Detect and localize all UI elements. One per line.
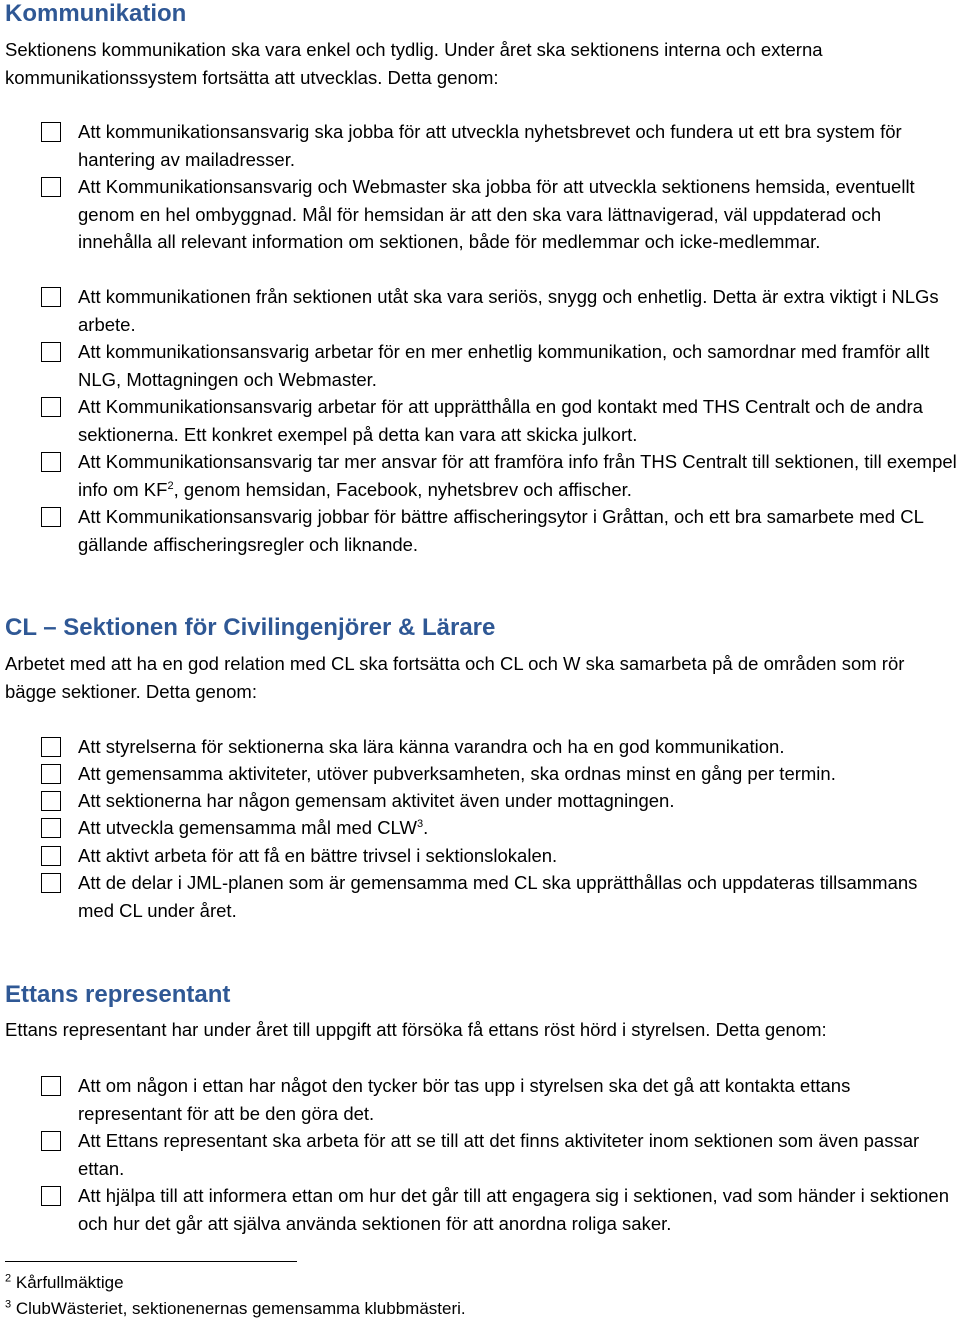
intro-ettan: Ettans representant har under året till uppgift att försöka få ettans röst hörd i styrelsen. Detta genom: <box>5 1019 827 1040</box>
checkbox[interactable] <box>41 1186 61 1206</box>
checkbox[interactable] <box>41 846 61 866</box>
list-item: Att sektionerna har någon gemensam aktivitet även under mottagningen. <box>78 787 958 815</box>
footnote: $^2$ Kårfullmäktige <box>5 1272 124 1292</box>
heading-ettan: Ettans representant <box>5 981 231 1008</box>
list-item: Att Ettans representant ska arbeta för att se till att det finns aktiviteter inom sektionen som även passar ettan. <box>78 1127 958 1182</box>
intro-cl: Arbetet med att ha en god relation med CL ska fortsätta och CL och W ska samarbeta på de områden som rör bägge sektioner. Detta genom: <box>5 653 905 702</box>
checkbox[interactable] <box>41 122 61 142</box>
list-item: Att hjälpa till att informera ettan om hur det går till att engagera sig i sektionen, vad som händer i sektionen och hur det går att själva använda sektionen för att anordna roliga saker. <box>78 1182 958 1237</box>
checkbox[interactable] <box>41 507 61 527</box>
list-item: Att om någon i ettan har något den tycker bör tas upp i styrelsen ska det gå att kontakta ettans representant för att be den göra det. <box>78 1072 958 1127</box>
footnote-ref: 2 <box>167 479 174 492</box>
checkbox[interactable] <box>41 1076 61 1096</box>
checkbox[interactable] <box>41 342 61 362</box>
checkbox[interactable] <box>41 287 61 307</box>
list-item: Att gemensamma aktiviteter, utöver pubverksamheten, ska ordnas minst en gång per termin. <box>78 760 958 788</box>
heading-kommunikation: Kommunikation <box>5 0 187 27</box>
list-item: Att kommunikationsansvarig arbetar för en mer enhetlig kommunikation, och samordnar med framför allt NLG, Mottagningen och Webmaster. <box>78 338 958 393</box>
list-item: Att Kommunikationsansvarig arbetar för att upprätthålla en god kontakt med THS Centralt och de andra sektionerna. Ett konkret exempel på detta kan vara att skicka julkort. <box>78 393 958 448</box>
list-item: Att utveckla gemensamma mål med CLW$^3$. <box>78 814 958 842</box>
intro-kommunikation: Sektionens kommunikation ska vara enkel och tydlig. Under året ska sektionens interna och externa kommunikationssystem fortsätta att utvecklas. Detta genom: <box>5 39 823 88</box>
checkbox[interactable] <box>41 452 61 472</box>
checkbox[interactable] <box>41 737 61 757</box>
list-item: Att Kommunikationsansvarig och Webmaster ska jobba för att utveckla sektionens hemsida, eventuellt genom en hel ombyggnad. Mål för hemsidan är att den ska vara lättnavigerad, väl uppdaterad och innehålla all relevant information om sektionen, både för medlemmar och icke-medlemmar. <box>78 173 958 256</box>
checkbox[interactable] <box>41 177 61 197</box>
checkbox[interactable] <box>41 764 61 784</box>
heading-cl: CL – Sektionen för Civilingenjörer & Lärare <box>5 614 496 641</box>
list-item: Att kommunikationsansvarig ska jobba för att utveckla nyhetsbrevet och fundera ut ett bra system för hantering av mailadresser. <box>78 118 958 173</box>
list-item: Att kommunikationen från sektionen utåt ska vara seriös, snygg och enhetlig. Detta är extra viktigt i NLGs arbete. <box>78 283 958 338</box>
footnote: $^3$ ClubWästeriet, sektionenernas gemensamma klubbmästeri. <box>5 1298 466 1318</box>
list-item: Att aktivt arbeta för att få en bättre trivsel i sektionslokalen. <box>78 842 958 870</box>
checkbox[interactable] <box>41 818 61 838</box>
list-item: Att Kommunikationsansvarig tar mer ansvar för att framföra info från THS Centralt till sektionen, till exempel info om $KF^2$, genom hemsidan, Facebook, nyhetsbrev och affischer. <box>78 448 958 503</box>
checkbox[interactable] <box>41 1131 61 1151</box>
list-item: Att Kommunikationsansvarig jobbar för bättre affischeringsytor i Gråttan, och ett bra samarbete med CL gällande affischeringsregler och liknande. <box>78 503 958 558</box>
footnote-divider <box>5 1261 297 1262</box>
list-item: Att de delar i JML-planen som är gemensamma med CL ska upprätthållas och uppdateras tillsammans med CL under året. <box>78 869 958 924</box>
list-item: Att styrelserna för sektionerna ska lära känna varandra och ha en god kommunikation. <box>78 733 958 761</box>
footnote-ref: 3 <box>416 817 424 830</box>
checkbox[interactable] <box>41 397 61 417</box>
checkbox[interactable] <box>41 791 61 811</box>
checkbox[interactable] <box>41 873 61 893</box>
